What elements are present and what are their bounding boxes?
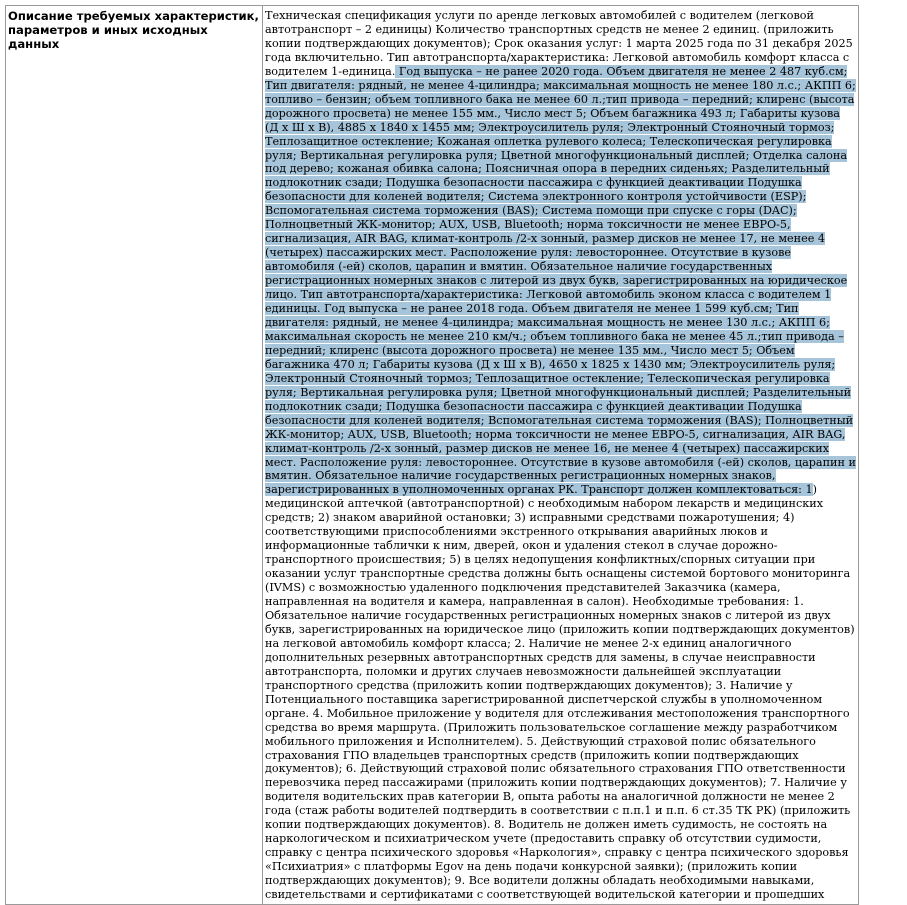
field-label: Описание требуемых характеристик, параметров и иных исходных данных: [6, 6, 263, 905]
spec-row: [6, 6, 859, 905]
text-after-selection: ) медицинской аптечкой (автотранспортной) с необходимым набором лекарств и медицинских средств; 2) знаком аварийной остановки; 3) исправными средствами пожаротушения; 4) соответствующими приспособлениями экстренного открывания аварийных люков и информационные таблички к ним, дверей, окон и удаления стекол в случае дорожно-транспортного происшествия; 5) в целях недопущения конфликтных/спорных ситуации при оказании услуг транспортные средства должны быть оснащены системой бортового мониторинга (IVMS) с возможностью удаленного подключения представителей Заказчика (камера, направленная на водителя и камера, направленная в салон). Необходимые требования: 1. Обязательное наличие государственных регистрационных номерных знаков с литерой из двух букв, зарегистрированных на юридическое лицо (приложить копии подтверждающих документов) на легковой автомобиль комфорт класса; 2. Наличие не менее 2-х единиц аналогичного дополнительных резервных автотранспортных средств для замены, в случае неисправности автотранспорта, поломки и других случаев невозможности дальнейшей эксплуатации транспортного средства (приложить копии подтверждающих документов); 3. Наличие у Потенциального поставщика зарегистрированной диспетчерской службы в уполномоченном органе. 4. Мобильное приложение у водителя для отслеживания местоположения транспортного средства во время маршрута. (Приложить пользовательское соглашение между разработчиком мобильного приложения и Исполнителем). 5. Действующий страховой полис обязательного страхования ГПО владельцев транспортных средств (приложить копии подтверждающих документов); 6. Действующий страховой полис обязательного страхования ГПО ответственности перевозчика перед пассажирами (приложить копии подтверждающих документов); 7. Наличие у водителя водительских прав категории В, опыта работы на аналогичной должности не менее 2 года (стаж работы водителей подтвердить в соответствии с п.п.1 и п.п. 6 ст.35 ТК РК) (приложить копии подтверждающих документов). 8. Водитель не должен иметь судимость, не состоять на наркологическом и психиатрическом учете (предоставить справку об отсутствии судимости, справку с центра психического здоровья «Наркология», справку с центра психического здоровья «Психиатрия» с платформы Egov на день подачи конкурсной заявки); (приложить копии подтверждающих документов); 9. Все водители должны обладать необходимыми навыками, свидетельствами и сертификатами с соответствующей водительской категории и прошедших: [265, 483, 855, 902]
spec-table: [5, 5, 859, 905]
selected-text[interactable]: Год выпуска – не ранее 2020 года. Объем двигателя не менее 2 487 куб.см; Тип двигателя: рядный, не менее 4-цилиндра; максимальная мощность не менее 180 л.с.; АКПП 6; топливо – бензин; объем топливного бака не менее 60 л.;тип привода – передний; клиренс (высота дорожного просвета) не менее 155 мм., Число мест 5; Объем багажника 493 л; Габариты кузова (Д х Ш х В), 4885 х 1840 х 1455 мм; Электроусилитель руля; Электронный Стояночный тормоз; Теплозащитное остекление; Кожаная оплетка рулевого колеса; Телескопическая регулировка руля; Вертикальная регулировка руля; Цветной многофункциональный дисплей; Отделка салона под дерево; кожаная обивка салона; Поясничная опора в передних сиденьях; Разделительный подлокотник сзади; Подушка безопасности пассажира с функцией деактивации Подушка безопасности для коленей водителя; Система электронного контроля устойчивости (ESP); Вспомогательная система торможения (BAS); Система помощи при спуске с горы (DAC); Полноцветный ЖК-монитор; AUX, USB, Bluetooth; норма токсичности не менее ЕВРО-5, сигнализация, AIR BAG, климат-контроль /2-х зонный, размер дисков не менее 17, не менее 4 (четырех) пассажирских мест. Расположение руля: левостороннее. Отсутствие в кузове автомобиля (-ей) сколов, царапин и вмятин. Обязательное наличие государственных регистрационных номерных знаков с литерой из двух букв, зарегистрированных на юридическое лицо. Тип автотранспорта/характеристика: Легковой автомобиль эконом класса с водителем 1 единицы. Год выпуска – не ранее 2018 года. Объем двигателя не менее 1 599 куб.см; Тип двигателя: рядный, не менее 4-цилиндра; максимальная мощность не менее 130 л.с.; АКПП 6; максимальная скорость не менее 210 км/ч.; объем топливного бака не менее 45 л.;тип привода – передний; клиренс (высота дорожного просвета) не менее 135 мм., Число мест 5; Объем багажника 470 л; Габариты кузова (Д х Ш х В), 4650 х 1825 х 1430 мм; Электроусилитель руля; Электронный Стояночный тормоз; Теплозащитное остекление; Телескопическая регулировка руля; Вертикальная регулировка руля; Цветной многофункциональный дисплей; Разделительный подлокотник сзади; Подушка безопасности пассажира с функцией деактивации Подушка безопасности для коленей водителя; Вспомогательная система торможения (BAS); Полноцветный ЖК-монитор; AUX, USB, Bluetooth; норма токсичности не менее ЕВРО-5, сигнализация, AIR BAG, климат-контроль /2-х зонный, размер дисков не менее 16, не менее 4 (четырех) пассажирских мест. Расположение руля: левостороннее. Отсутствие в кузове автомобиля (-ей) сколов, царапин и вмятин. Обязательное наличие государственных регистрационных номерных знаков, зарегистрированных в уполномоченных органах РК. Транспорт должен комплектоваться: 1: [265, 64, 856, 497]
text-before-selection: Техническая спецификация услуги по аренде легковых автомобилей с водителем (легковой автотранспорт – 2 единицы) Количество транспортных средств не менее 2 единиц. (приложить копии подтверждающих документов); Срок оказания услуг: 1 марта 2025 года по 31 декабря 2025 года включительно. Тип автотранспорта/характеристика: Легковой автомобиль комфорт класса с водителем 1-единица.: [265, 9, 853, 78]
specification-text[interactable]: [263, 6, 859, 905]
